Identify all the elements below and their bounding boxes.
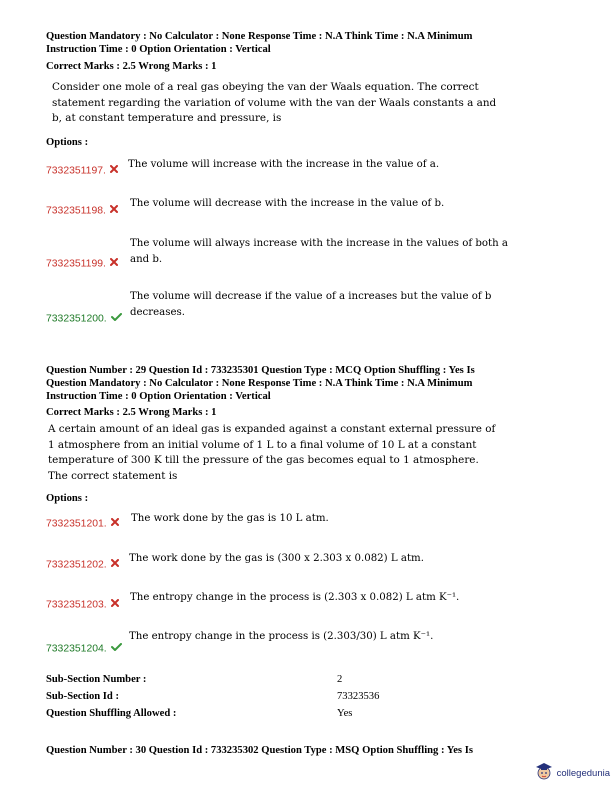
q28-option-1-id <box>46 165 118 176</box>
option-id-text: 7332351198. <box>46 205 106 217</box>
q30-header-line-1: Question Number : 30 Question Id : 733235302 Question Type : MSQ Option Shuffling : Yes Is <box>46 745 473 756</box>
subsection-number-label: Sub-Section Number : <box>46 674 147 685</box>
q29-question-text <box>48 422 495 484</box>
option-id-text: 7332351204. <box>46 643 107 655</box>
q29-marks: Correct Marks : 2.5 Wrong Marks : 1 <box>46 407 217 418</box>
option-id-text: 7332351202. <box>46 559 107 571</box>
shuffling-allowed-value: Yes <box>337 708 353 719</box>
q29-text-line-4: The correct statement is <box>48 469 178 482</box>
cross-icon <box>110 205 118 216</box>
q28-option-2-id <box>46 205 118 216</box>
q28-option-1-text: The volume will increase with the increase in the value of a. <box>128 159 440 170</box>
q29-options-label: Options : <box>46 493 89 504</box>
q28-text-line-2: statement regarding the variation of volume with the van der Waals constants a and <box>52 96 497 109</box>
q29-option-2-id <box>46 559 119 570</box>
cross-icon <box>110 258 118 269</box>
q28-question-text <box>52 80 496 127</box>
q29-option-1-text: The work done by the gas is 10 L atm. <box>131 513 329 524</box>
q28-option-3-text-line-2: and b. <box>130 254 163 265</box>
cross-icon <box>110 165 118 176</box>
cross-icon <box>111 559 119 570</box>
q29-option-2-text: The work done by the gas is (300 x 2.303 x 0.082) L atm. <box>129 553 424 564</box>
q29-option-3-id <box>46 599 119 610</box>
check-icon <box>111 313 122 324</box>
q28-text-line-1: Consider one mole of a real gas obeying the van der Waals equation. The correct <box>52 81 479 93</box>
q29-text-line-3: temperature of 300 K till the pressure of the gas becomes equal to 1 atmosphere. <box>48 454 479 466</box>
logo-wordmark: collegedunia <box>556 767 610 779</box>
cross-icon <box>111 518 119 529</box>
q29-header-line-2: Question Mandatory : No Calculator : None Response Time : N.A Think Time : N.A Minimum <box>46 378 473 389</box>
option-id-text: 7332351197. <box>46 165 106 177</box>
subsection-number-value: 2 <box>337 674 343 685</box>
q28-option-4-id <box>46 313 122 324</box>
option-id-text: 7332351199. <box>46 258 106 270</box>
subsection-id-value: 73323536 <box>337 691 380 702</box>
q28-header-line-1: Question Mandatory : No Calculator : None Response Time : N.A Think Time : N.A Minimum <box>46 31 473 42</box>
option-id-text: 7332351201. <box>46 518 107 530</box>
check-icon <box>111 643 122 654</box>
q29-text-line-2: 1 atmosphere from an initial volume of 1 L to a final volume of 10 L at a constant <box>48 438 477 451</box>
q28-options-label: Options : <box>46 137 89 148</box>
option-id-text: 7332351203. <box>46 599 107 611</box>
q29-header-line-3: Instruction Time : 0 Option Orientation : Vertical <box>46 391 271 402</box>
q28-option-3-text-line-1: The volume will always increase with the increase in the values of both a <box>130 238 509 249</box>
q29-option-3-text: The entropy change in the process is (2.303 x 0.082) L atm K⁻¹. <box>130 592 460 603</box>
q29-header-line-1: Question Number : 29 Question Id : 733235301 Question Type : MCQ Option Shuffling : Yes Is <box>46 365 475 376</box>
q28-option-4-text-line-1: The volume will decrease if the value of a increases but the value of b <box>130 291 492 302</box>
option-id-text: 7332351200. <box>46 313 107 325</box>
q28-option-2-text: The volume will decrease with the increase in the value of b. <box>130 198 445 209</box>
q29-text-line-1: A certain amount of an ideal gas is expanded against a constant external pressure of <box>48 423 496 435</box>
q28-text-line-3: b, at constant temperature and pressure, is <box>52 112 282 124</box>
cross-icon <box>111 599 119 610</box>
q28-option-4-text-line-2: decreases. <box>130 307 185 318</box>
q29-option-1-id <box>46 518 119 529</box>
q29-option-4-id <box>46 643 122 654</box>
q28-header-line-2: Instruction Time : 0 Option Orientation : Vertical <box>46 44 271 55</box>
graduate-mascot-icon <box>534 761 554 786</box>
shuffling-allowed-label: Question Shuffling Allowed : <box>46 708 177 719</box>
subsection-id-label: Sub-Section Id : <box>46 691 119 702</box>
collegedunia-logo <box>534 761 610 786</box>
q28-marks: Correct Marks : 2.5 Wrong Marks : 1 <box>46 61 217 72</box>
q29-option-4-text: The entropy change in the process is (2.303/30) L atm K⁻¹. <box>129 631 434 642</box>
q28-option-3-id <box>46 258 118 269</box>
